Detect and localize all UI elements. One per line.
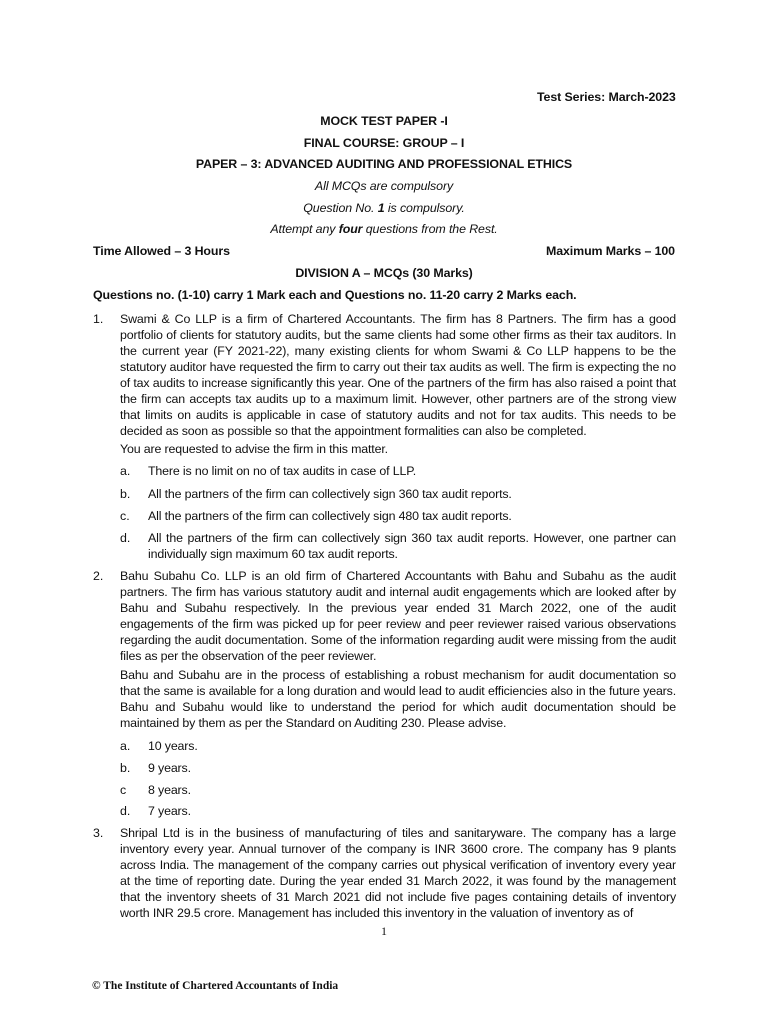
- division-heading: DIVISION A – MCQs (30 Marks): [295, 266, 473, 280]
- instruction-attempt: [0, 221, 768, 237]
- option-letter: d.: [120, 531, 131, 545]
- option-letter: a.: [120, 739, 131, 753]
- question-number: 2.: [93, 569, 104, 583]
- instruction-text: questions from the Rest.: [362, 222, 498, 236]
- instruction-text: is compulsory.: [384, 201, 465, 215]
- marks-note: Questions no. (1-10) carry 1 Mark each and Questions no. 11-20 carry 2 Marks each.: [93, 288, 577, 302]
- time-allowed: Time Allowed – 3 Hours: [93, 244, 230, 258]
- copyright-footer: © The Institute of Chartered Accountants of India: [92, 980, 339, 992]
- option-letter: b.: [120, 487, 131, 501]
- instruction-text: Question No.: [303, 201, 378, 215]
- option-text: 9 years.: [148, 761, 191, 775]
- option-text: 8 years.: [148, 783, 191, 797]
- option-text: All the partners of the firm can collectively sign 360 tax audit reports. However, one partner can individually sign maximum 60 tax audit reports.: [148, 531, 676, 561]
- question-paragraph: You are requested to advise the firm in this matter.: [120, 442, 388, 456]
- option-letter: c: [120, 783, 127, 797]
- paper-title: MOCK TEST PAPER -I: [320, 114, 448, 128]
- option-text: All the partners of the firm can collectively sign 480 tax audit reports.: [148, 509, 512, 523]
- option-text: 7 years.: [148, 804, 191, 818]
- test-series-label: Test Series: March-2023: [537, 90, 676, 104]
- option-letter: a.: [120, 464, 131, 478]
- option-text: 10 years.: [148, 739, 198, 753]
- question-paragraph: Swami & Co LLP is a firm of Chartered Accountants. The firm has 8 Partners. The firm has a good portfolio of clients for statutory audits, but the same clients had some other firms as their tax auditors. In the current year (FY 2021-22), many existing clients for whom Swami & Co LLP happens to be the statutory auditor have requested the firm to carry out their tax audits as well. The firm is expecting the no of tax audits to increase significantly this year. One of the partners of the firm has also raised a point that the firm can accepts tax audits up to a maximum limit. However, other partners are of the strong view that limits on audits is applicable in case of statutory audits and not for tax audits. This needs to be decided as soon as possible so that the appointment formalities can also be completed.: [120, 312, 676, 438]
- instruction-text: Attempt any: [270, 222, 339, 236]
- option-text: There is no limit on no of tax audits in case of LLP.: [148, 464, 417, 478]
- question-paragraph: Bahu Subahu Co. LLP is an old firm of Chartered Accountants with Bahu and Subahu as the audit partners. The firm has various statutory audit and internal audit engagements which are looked after by Bahu and Subahu respectively. In the previous year ended 31 March 2022, one of the audit engagements of the firm was picked up for peer review and peer reviewer raised various observations regarding the audit documentation. Some of the information regarding audit were missing from the audit files as per the observation of the peer reviewer.: [120, 569, 676, 663]
- option-letter: c.: [120, 509, 130, 523]
- question-number: 3.: [93, 826, 104, 840]
- question-paragraph: Bahu and Subahu are in the process of establishing a robust mechanism for audit documentation so that the same is available for a long duration and would lead to audit efficiencies also in the future years. Bahu and Subahu would like to understand the period for which audit documentation should be maintained by them as per the Standard on Auditing 230. Please advise.: [120, 668, 676, 730]
- paper-subject: PAPER – 3: ADVANCED AUDITING AND PROFESSIONAL ETHICS: [195, 157, 573, 171]
- instruction-mcq: All MCQs are compulsory: [314, 179, 454, 193]
- course-title: FINAL COURSE: GROUP – I: [303, 136, 465, 150]
- question-number: 1.: [93, 312, 104, 326]
- option-letter: d.: [120, 804, 131, 818]
- question-paragraph: Shripal Ltd is in the business of manufacturing of tiles and sanitaryware. The company has a large inventory every year. Annual turnover of the company is INR 3600 crore. The company has 9 plants across India. The management of the company carries out physical verification of inventory every year at the time of reporting date. During the year ended 31 March 2022, it was found by the management that the inventory sheets of 31 March 2021 did not include five pages containing details of inventory worth INR 29.5 crore. Management has included this inventory in the valuation of inventory as of: [120, 826, 676, 920]
- page-number: 1: [381, 924, 387, 938]
- instruction-question1: [0, 200, 768, 216]
- instruction-number: 1: [377, 201, 385, 215]
- option-letter: b.: [120, 761, 131, 775]
- maximum-marks: Maximum Marks – 100: [546, 244, 675, 258]
- instruction-bold: four: [338, 222, 363, 236]
- option-text: All the partners of the firm can collectively sign 360 tax audit reports.: [148, 487, 512, 501]
